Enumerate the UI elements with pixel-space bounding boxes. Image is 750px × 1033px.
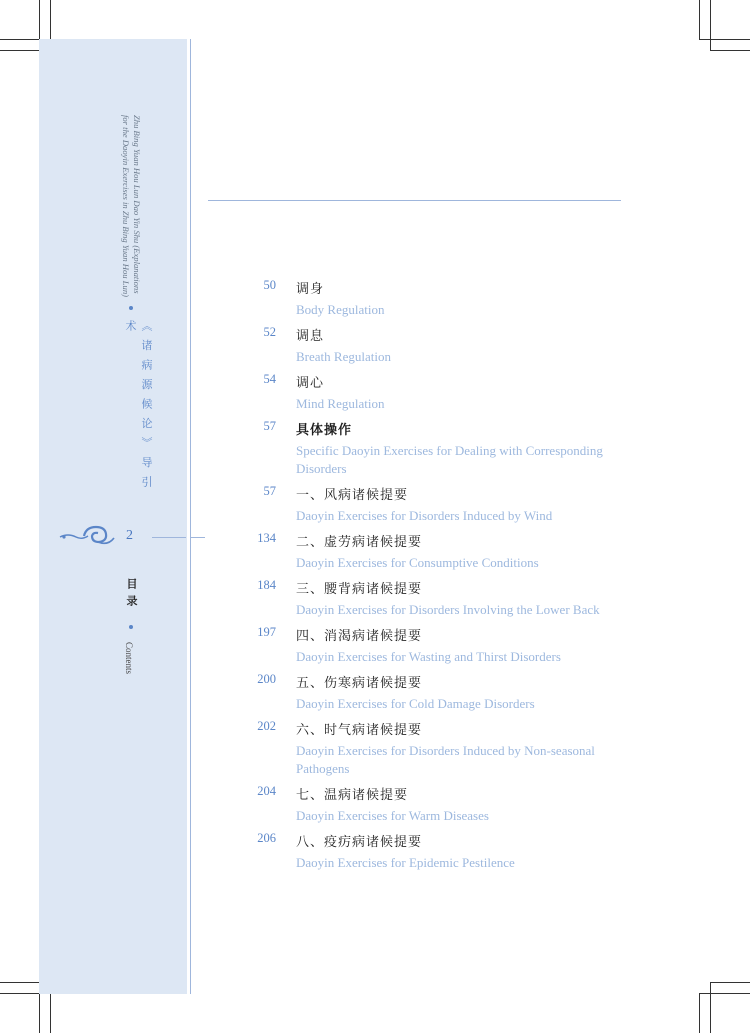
separator-dot [129,625,133,629]
running-title-en-line-1: Zhu Bing Yuan Hou Lun Dao Yin Shu (Explanations [132,115,142,294]
sidebar-edge-rule [190,39,191,994]
toc-title-en: Body Regulation [296,302,385,317]
running-title-cn: 《诸病源候论》导引术 [124,320,153,496]
toc-title-cn: 六、时气病诸候提要 [296,723,423,738]
toc-page-number: 206 [257,831,276,845]
toc-title-en: Daoyin Exercises for Disorders Involving the Lower Back [296,602,600,617]
toc-title-cn: 五、伤寒病诸候提要 [296,676,423,691]
toc-page-number: 204 [257,784,276,798]
toc-page-number: 57 [263,419,276,433]
toc-title-en: Daoyin Exercises for Cold Damage Disorders [296,696,535,711]
toc-title-cn: 七、温病诸候提要 [296,788,409,803]
toc-title-en: Daoyin Exercises for Consumptive Conditions [296,555,539,570]
toc-page-number: 54 [263,372,276,386]
toc-title-en: Daoyin Exercises for Warm Diseases [296,808,489,823]
page-number-rule-ext [191,537,205,538]
toc-title-en: Daoyin Exercises for Disorders Induced by Non-seasonal Pathogens [296,743,595,776]
header-rule [208,200,621,201]
toc-page-number: 52 [263,325,276,339]
running-title-en [118,115,142,315]
separator-dot [129,306,133,310]
running-title-en-line-2: for the Daoyin Exercises in Zhu Bing Yuan Hou Lun) [121,115,131,297]
toc-page-number: 50 [263,278,276,292]
toc-title-cn: 具体操作 [296,423,353,438]
toc-title-en: Daoyin Exercises for Wasting and Thirst Disorders [296,649,561,664]
toc-title-en: Breath Regulation [296,349,391,364]
section-title-cn: 目录 [125,578,138,612]
toc-title-cn: 四、消渴病诸候提要 [296,629,423,644]
toc-title-en: Specific Daoyin Exercises for Dealing with Corresponding Disorders [296,443,603,476]
section-title-en: Contents [124,642,134,675]
cloud-ornament-icon [58,522,120,548]
toc-page-number: 197 [257,625,276,639]
toc-page-number: 134 [257,531,276,545]
toc-title-cn: 调心 [296,376,325,391]
toc-title-cn: 调息 [296,329,325,344]
toc-title-cn: 一、风病诸候提要 [296,488,409,503]
toc-page-number: 200 [257,672,276,686]
toc-title-en: Mind Regulation [296,396,385,411]
toc-title-en: Daoyin Exercises for Epidemic Pestilence [296,855,515,870]
toc-title-cn: 八、疫疠病诸候提要 [296,835,423,850]
toc-page-number: 57 [263,484,276,498]
toc-title-cn: 三、腰背病诸候提要 [296,582,423,597]
toc-title-en: Daoyin Exercises for Disorders Induced by Wind [296,508,553,523]
page-number-rule [152,537,186,538]
page-number: 2 [126,528,133,543]
toc-title-cn: 调身 [296,282,325,297]
toc-title-cn: 二、虚劳病诸候提要 [296,535,423,550]
sidebar-panel [39,39,187,994]
toc-page-number: 184 [257,578,276,592]
toc-page-number: 202 [257,719,276,733]
